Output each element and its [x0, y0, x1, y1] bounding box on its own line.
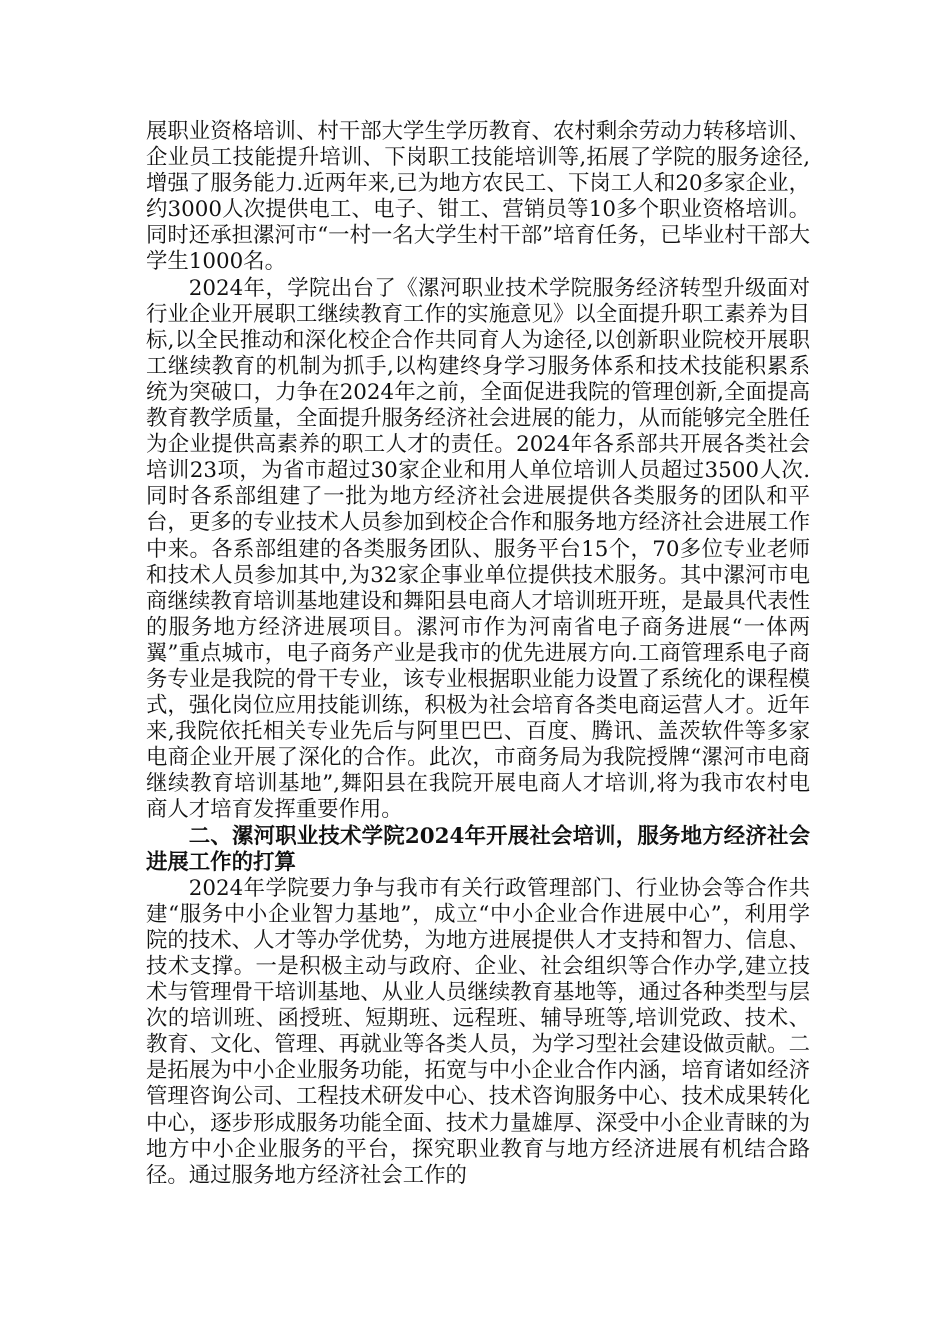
- paragraph-2024-plan: 2024年学院要力争与我市有关行政管理部门、行业协会等合作共建“服务中小企业智力基地”，成立“中小企业合作进展中心”，利用学院的技术、人才等办学优势，为地方进展提供人才支持和智力、信息、技术支撑。一是积极主动与政府、企业、社会组织等合作办学,建立技术与管理骨干培训基地、从业人员继续教育基地等，通过各种类型与层次的培训班、函授班、短期班、远程班、辅导班等,培训党政、技术、教育、文化、管理、再就业等各类人员，为学习型社会建设做贡献。二是拓展为中小企业服务功能，拓宽与中小企业合作内涵，培育诸如经济管理咨询公司、工程技术研发中心、技术咨询服务中心、技术成果转化中心，逐步形成服务功能全面、技术力量雄厚、深受中小企业青睐的为地方中小企业服务的平台，探究职业教育与地方经济进展有机结合路径。通过服务地方经济社会工作的: [146, 875, 810, 1188]
- paragraph-continuation: 展职业资格培训、村干部大学生学历教育、农村剩余劳动力转移培训、企业员工技能提升培训、下岗职工技能培训等,拓展了学院的服务途径,增强了服务能力.近两年来,已为地方农民工、下岗工人和20多家企业，约3000人次提供电工、电子、钳工、营销员等10多个职业资格培训。同时还承担漯河市“一村一名大学生村干部”培育任务，已毕业村干部大学生1000名。: [146, 119, 810, 275]
- section-heading: 二、漯河职业技术学院2024年开展社会培训，服务地方经济社会进展工作的打算: [146, 823, 810, 875]
- paragraph-2024-policy: 2024年，学院出台了《漯河职业技术学院服务经济转型升级面对行业企业开展职工继续教育工作的实施意见》以全面提升职工素养为目标,以全民推动和深化校企合作共同育人为途径,以创新职业院校开展职工继续教育的机制为抓手,以构建终身学习服务体系和技术技能积累系统为突破口，力争在2024年之前，全面促进我院的管理创新,全面提高教育教学质量，全面提升服务经济社会进展的能力，从而能够完全胜任为企业提供高素养的职工人才的责任。2024年各系部共开展各类社会培训23项，为省市超过30家企业和用人单位培训人员超过3500人次.同时各系部组建了一批为地方经济社会进展提供各类服务的团队和平台，更多的专业技术人员参加到校企合作和服务地方经济社会进展工作中来。各系部组建的各类服务团队、服务平台15个，70多位专业老师和技术人员参加其中,为32家企事业单位提供技术服务。其中漯河市电商继续教育培训基地建设和舞阳县电商人才培训班开班，是最具代表性的服务地方经济进展项目。漯河市作为河南省电子商务进展“一体两翼”重点城市，电子商务产业是我市的优先进展方向.工商管理系电子商务专业是我院的骨干专业，该专业根据职业能力设置了系统化的课程模式，强化岗位应用技能训练，积极为社会培育各类电商运营人才。近年来,我院依托相关专业先后与阿里巴巴、百度、腾讯、盖茨软件等多家电商企业开展了深化的合作。此次，市商务局为我院授牌“漯河市电商继续教育培训基地”,舞阳县在我院开展电商人才培训,将为我市农村电商人才培育发挥重要作用。: [146, 275, 810, 823]
- document-page: [146, 119, 810, 1189]
